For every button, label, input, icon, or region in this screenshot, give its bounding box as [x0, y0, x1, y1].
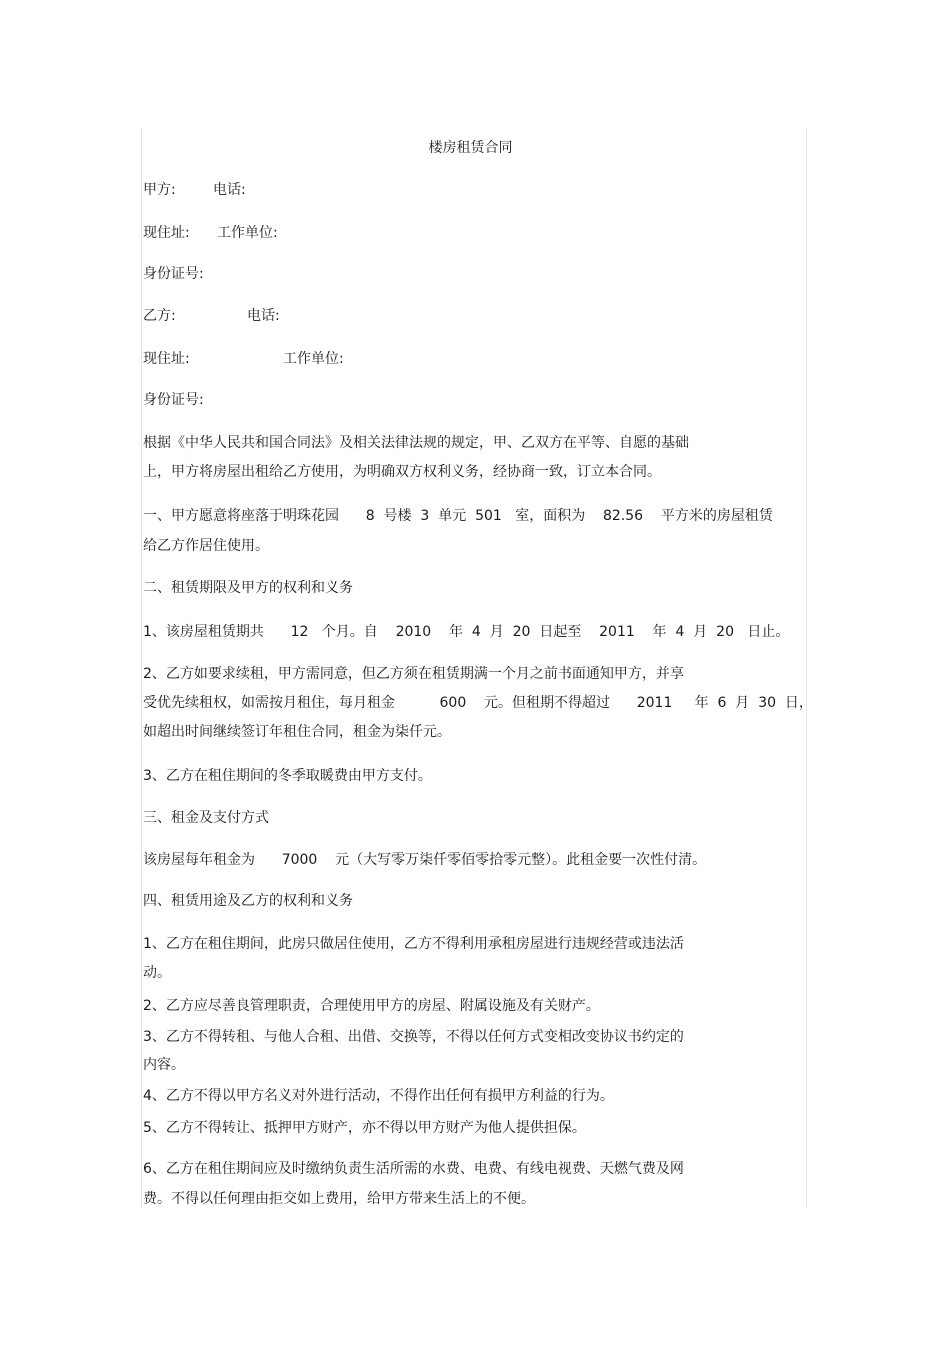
section-4-item-4: 4、乙方不得以甲方名义对外进行活动，不得作出任何有损甲方利益的行为。 [143, 1088, 614, 1104]
section-4-item-3-line-1: 3、乙方不得转租、与他人合租、出借、交换等，不得以任何方式变相改变协议书约定的 [143, 1029, 684, 1045]
party-b-phone-label: 电话: [247, 308, 280, 324]
page-border-right [806, 128, 807, 1208]
party-b-work-label: 工作单位: [283, 351, 344, 367]
party-a-work-label: 工作单位: [217, 225, 278, 241]
section-4-item-5: 5、乙方不得转让、抵押甲方财产，亦不得以甲方财产为他人提供担保。 [143, 1120, 586, 1136]
section-4-item-1-line-1: 1、乙方在租住期间，此房只做居住使用，乙方不得利用承租房屋进行违规经营或违法活 [143, 936, 684, 952]
section-4-item-6-line-1: 6、乙方在租住期间应及时缴纳负责生活所需的水费、电费、有线电视费、天燃气费及网 [143, 1161, 684, 1177]
section-2-item-2-line-3: 如超出时间继续签订年租住合同，租金为柒仟元。 [143, 724, 451, 740]
section-1-line-1: 一、甲方愿意将座落于明珠花园 8 号楼 3 单元 501 室，面积为 82.56 平方米的房屋租赁 [143, 508, 773, 524]
party-b-address-label: 现住址: [143, 351, 190, 367]
party-a-id-label: 身份证号: [143, 266, 204, 282]
section-3-title: 三、租金及支付方式 [143, 810, 269, 826]
section-2-item-2-line-2: 受优先续租权，如需按月租住，每月租金 600 元。但租期不得超过 2011 年 6 月 30 日， [143, 695, 813, 711]
section-4-item-2: 2、乙方应尽善良管理职责，合理使用甲方的房屋、附属设施及有关财产。 [143, 998, 600, 1014]
section-4-item-6-line-2: 费。不得以任何理由拒交如上费用，给甲方带来生活上的不便。 [143, 1191, 535, 1207]
section-1-line-2: 给乙方作居住使用。 [143, 538, 269, 554]
preamble-line-2: 上，甲方将房屋出租给乙方使用，为明确双方权利义务，经协商一致，订立本合同。 [143, 464, 661, 480]
section-3-text: 该房屋每年租金为 7000 元（大写零万柒仟零佰零拾零元整）。此租金要一次性付清。 [143, 852, 707, 868]
party-b-label: 乙方: [143, 308, 176, 324]
section-4-item-1-line-2: 动。 [143, 965, 171, 981]
section-2-item-1: 1、该房屋租赁期共 12 个月。自 2010 年 4 月 20 日起至 2011 年 4 月 20 日止。 [143, 624, 790, 640]
section-4-item-3-line-2: 内容。 [143, 1057, 185, 1073]
party-a-phone-label: 电话: [213, 182, 246, 198]
section-4-title: 四、租赁用途及乙方的权利和义务 [143, 893, 353, 909]
party-b-id-label: 身份证号: [143, 392, 204, 408]
page-border-left [141, 128, 142, 1208]
party-a-label: 甲方: [143, 182, 176, 198]
document-title: 楼房租赁合同 [428, 140, 513, 156]
section-2-title: 二、租赁期限及甲方的权利和义务 [143, 580, 353, 596]
party-a-address-label: 现住址: [143, 225, 190, 241]
contract-document [143, 138, 813, 1207]
preamble-line-1: 根据《中华人民共和国合同法》及相关法律法规的规定，甲、乙双方在平等、自愿的基础 [143, 435, 689, 451]
section-2-item-2-line-1: 2、乙方如要求续租，甲方需同意，但乙方须在租赁期满一个月之前书面通知甲方，并享 [143, 666, 684, 682]
section-2-item-3: 3、乙方在租住期间的冬季取暖费由甲方支付。 [143, 768, 432, 784]
